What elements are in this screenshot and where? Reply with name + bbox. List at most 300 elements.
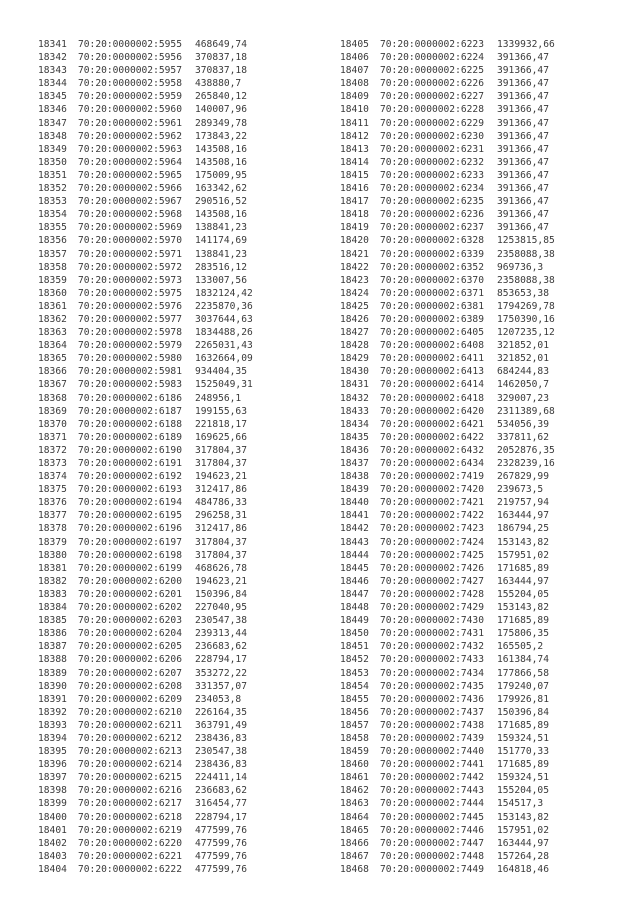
row-number: 18390 [38, 680, 67, 692]
cadastral-number: 70:20:0000002:6422 [380, 431, 484, 443]
table-row [38, 797, 285, 810]
cadastral-value: 477599,76 [195, 863, 247, 875]
cadastral-value: 143508,16 [195, 156, 247, 168]
row-number: 18429 [340, 353, 369, 365]
cadastral-value: 164818,46 [497, 863, 549, 875]
table-row [38, 64, 285, 77]
table-row [38, 444, 285, 457]
row-number: 18413 [340, 143, 369, 155]
table-row [340, 444, 587, 457]
table-row [38, 680, 285, 693]
table-row [340, 274, 587, 287]
table-row [340, 457, 587, 470]
row-number: 18358 [38, 261, 67, 273]
cadastral-value: 171685,89 [497, 759, 549, 771]
row-number: 18377 [38, 510, 67, 522]
cadastral-number: 70:20:0000002:6411 [380, 353, 484, 365]
row-number: 18397 [38, 772, 67, 784]
row-number: 18393 [38, 719, 67, 731]
table-row [340, 758, 587, 771]
cadastral-value: 155204,05 [497, 785, 549, 797]
table-row [340, 850, 587, 863]
cadastral-number: 70:20:0000002:6420 [380, 405, 484, 417]
cadastral-value: 155204,05 [497, 588, 549, 600]
row-number: 18356 [38, 235, 67, 247]
cadastral-number: 70:20:0000002:7436 [380, 693, 484, 705]
cadastral-value: 2358088,38 [497, 248, 555, 260]
row-number: 18404 [38, 863, 67, 875]
cadastral-number: 70:20:0000002:6227 [380, 91, 484, 103]
cadastral-number: 70:20:0000002:6213 [78, 746, 182, 758]
table-row [38, 248, 285, 261]
table-row [340, 287, 587, 300]
cadastral-number: 70:20:0000002:6211 [78, 719, 182, 731]
cadastral-value: 221818,17 [195, 418, 247, 430]
cadastral-value: 186794,25 [497, 523, 549, 535]
table-row [38, 103, 285, 116]
row-number: 18411 [340, 117, 369, 129]
cadastral-value: 236683,62 [195, 785, 247, 797]
table-row [38, 457, 285, 470]
cadastral-number: 70:20:0000002:7431 [380, 628, 484, 640]
row-number: 18456 [340, 706, 369, 718]
table-row [38, 326, 285, 339]
row-number: 18362 [38, 313, 67, 325]
cadastral-number: 70:20:0000002:7440 [380, 746, 484, 758]
row-number: 18407 [340, 65, 369, 77]
table-row [340, 326, 587, 339]
cadastral-value: 248956,1 [195, 392, 242, 404]
right-column [340, 38, 587, 876]
cadastral-number: 70:20:0000002:7445 [380, 811, 484, 823]
row-number: 18435 [340, 431, 369, 443]
cadastral-number: 70:20:0000002:5983 [78, 379, 182, 391]
cadastral-value: 163444,97 [497, 837, 549, 849]
table-row [38, 640, 285, 653]
cadastral-number: 70:20:0000002:6217 [78, 798, 182, 810]
table-row [38, 509, 285, 522]
table-row [38, 169, 285, 182]
cadastral-number: 70:20:0000002:6414 [380, 379, 484, 391]
table-row [38, 706, 285, 719]
row-number: 18463 [340, 798, 369, 810]
table-row [340, 627, 587, 640]
table-row [38, 195, 285, 208]
table-row [340, 614, 587, 627]
left-column [38, 38, 285, 876]
row-number: 18434 [340, 418, 369, 430]
cadastral-number: 70:20:0000002:6225 [380, 65, 484, 77]
cadastral-number: 70:20:0000002:6205 [78, 641, 182, 653]
cadastral-number: 70:20:0000002:6370 [380, 274, 484, 286]
row-number: 18468 [340, 863, 369, 875]
cadastral-number: 70:20:0000002:6434 [380, 458, 484, 469]
cadastral-number: 70:20:0000002:6421 [380, 418, 484, 430]
cadastral-number: 70:20:0000002:6226 [380, 78, 484, 90]
row-number: 18364 [38, 340, 67, 352]
cadastral-value: 391366,47 [497, 104, 549, 116]
row-number: 18448 [340, 602, 369, 614]
row-number: 18460 [340, 759, 369, 771]
cadastral-value: 199155,63 [195, 405, 247, 417]
cadastral-number: 70:20:0000002:6189 [78, 431, 182, 443]
row-number: 18426 [340, 313, 369, 325]
cadastral-value: 1750390,16 [497, 313, 555, 325]
cadastral-number: 70:20:0000002:5961 [78, 117, 182, 129]
cadastral-value: 224411,14 [195, 772, 247, 784]
cadastral-number: 70:20:0000002:5970 [78, 235, 182, 247]
cadastral-value: 154517,3 [497, 798, 544, 810]
table-row [340, 38, 587, 51]
row-number: 18459 [340, 746, 369, 758]
cadastral-number: 70:20:0000002:5975 [78, 287, 182, 299]
cadastral-value: 329007,23 [497, 392, 549, 404]
cadastral-number: 70:20:0000002:5964 [78, 156, 182, 168]
row-number: 18446 [340, 575, 369, 587]
cadastral-number: 70:20:0000002:6188 [78, 418, 182, 430]
row-number: 18370 [38, 418, 67, 430]
row-number: 18368 [38, 392, 67, 404]
row-number: 18465 [340, 824, 369, 836]
row-number: 18402 [38, 837, 67, 849]
cadastral-number: 70:20:0000002:7448 [380, 850, 484, 862]
cadastral-value: 151770,33 [497, 746, 549, 758]
row-number: 18342 [38, 52, 67, 64]
table-row [340, 261, 587, 274]
cadastral-number: 70:20:0000002:5965 [78, 169, 182, 181]
cadastral-value: 934404,35 [195, 366, 247, 378]
cadastral-number: 70:20:0000002:6195 [78, 510, 182, 522]
row-number: 18452 [340, 654, 369, 666]
cadastral-number: 70:20:0000002:7425 [380, 549, 484, 561]
row-number: 18383 [38, 588, 67, 600]
table-row [340, 653, 587, 666]
cadastral-value: 438880,7 [195, 78, 242, 90]
row-number: 18379 [38, 536, 67, 548]
cadastral-number: 70:20:0000002:7421 [380, 497, 484, 509]
row-number: 18409 [340, 91, 369, 103]
table-row [38, 143, 285, 156]
cadastral-number: 70:20:0000002:5963 [78, 143, 182, 155]
cadastral-value: 153143,82 [497, 811, 549, 823]
row-number: 18341 [38, 39, 67, 50]
cadastral-value: 337811,62 [497, 431, 549, 443]
cadastral-number: 70:20:0000002:6222 [78, 863, 182, 875]
cadastral-value: 370837,18 [195, 52, 247, 64]
table-row [38, 300, 285, 313]
cadastral-value: 143508,16 [195, 143, 247, 155]
row-number: 18464 [340, 811, 369, 823]
table-row [38, 667, 285, 680]
cadastral-value: 321852,01 [497, 340, 549, 352]
table-row [340, 352, 587, 365]
table-row [340, 811, 587, 824]
row-number: 18361 [38, 300, 67, 312]
cadastral-number: 70:20:0000002:6339 [380, 248, 484, 260]
table-row [340, 536, 587, 549]
table-row [340, 693, 587, 706]
table-row [38, 261, 285, 274]
table-row [340, 509, 587, 522]
cadastral-value: 153143,82 [497, 602, 549, 614]
cadastral-number: 70:20:0000002:7442 [380, 772, 484, 784]
row-number: 18442 [340, 523, 369, 535]
row-number: 18374 [38, 471, 67, 483]
cadastral-value: 179240,07 [497, 680, 549, 692]
cadastral-value: 321852,01 [497, 353, 549, 365]
cadastral-value: 2358088,38 [497, 274, 555, 286]
cadastral-value: 391366,47 [497, 183, 549, 195]
cadastral-value: 226164,35 [195, 706, 247, 718]
cadastral-value: 150396,84 [195, 588, 247, 600]
table-row [340, 248, 587, 261]
table-row [340, 771, 587, 784]
cadastral-value: 391366,47 [497, 156, 549, 168]
row-number: 18381 [38, 562, 67, 574]
cadastral-number: 70:20:0000002:7443 [380, 785, 484, 797]
cadastral-value: 161384,74 [497, 654, 549, 666]
row-number: 18417 [340, 196, 369, 208]
row-number: 18385 [38, 615, 67, 627]
cadastral-value: 1253815,85 [497, 235, 555, 247]
cadastral-value: 171685,89 [497, 562, 549, 574]
cadastral-number: 70:20:0000002:6232 [380, 156, 484, 168]
row-number: 18382 [38, 575, 67, 587]
cadastral-value: 363791,49 [195, 719, 247, 731]
row-number: 18420 [340, 235, 369, 247]
cadastral-number: 70:20:0000002:7428 [380, 588, 484, 600]
cadastral-number: 70:20:0000002:6192 [78, 471, 182, 483]
row-number: 18387 [38, 641, 67, 653]
table-row [340, 522, 587, 535]
cadastral-number: 70:20:0000002:5981 [78, 366, 182, 378]
row-number: 18371 [38, 431, 67, 443]
row-number: 18419 [340, 222, 369, 234]
table-row [340, 797, 587, 810]
cadastral-value: 391366,47 [497, 78, 549, 90]
cadastral-number: 70:20:0000002:6233 [380, 169, 484, 181]
table-row [38, 182, 285, 195]
cadastral-number: 70:20:0000002:7420 [380, 484, 484, 496]
table-row [38, 156, 285, 169]
cadastral-number: 70:20:0000002:6236 [380, 209, 484, 221]
cadastral-number: 70:20:0000002:6220 [78, 837, 182, 849]
cadastral-value: 391366,47 [497, 143, 549, 155]
row-number: 18375 [38, 484, 67, 496]
table-row [340, 601, 587, 614]
cadastral-value: 163444,97 [497, 510, 549, 522]
row-number: 18412 [340, 130, 369, 142]
row-number: 18366 [38, 366, 67, 378]
cadastral-value: 150396,84 [497, 706, 549, 718]
table-row [38, 365, 285, 378]
cadastral-value: 391366,47 [497, 91, 549, 103]
table-row [38, 719, 285, 732]
table-row [340, 562, 587, 575]
table-row [340, 667, 587, 680]
table-row [38, 536, 285, 549]
table-row [38, 850, 285, 863]
cadastral-value: 391366,47 [497, 196, 549, 208]
cadastral-number: 70:20:0000002:6199 [78, 562, 182, 574]
table-row [340, 418, 587, 431]
cadastral-value: 169625,66 [195, 431, 247, 443]
cadastral-value: 484786,33 [195, 497, 247, 509]
row-number: 18355 [38, 222, 67, 234]
table-row [340, 300, 587, 313]
table-row [340, 64, 587, 77]
cadastral-value: 165505,2 [497, 641, 544, 653]
cadastral-number: 70:20:0000002:6224 [380, 52, 484, 64]
row-number: 18367 [38, 379, 67, 391]
cadastral-number: 70:20:0000002:5972 [78, 261, 182, 273]
cadastral-value: 267829,99 [497, 471, 549, 483]
table-row [38, 837, 285, 850]
cadastral-value: 391366,47 [497, 209, 549, 221]
cadastral-number: 70:20:0000002:6204 [78, 628, 182, 640]
table-row [38, 431, 285, 444]
row-number: 18394 [38, 732, 67, 744]
table-row [38, 863, 285, 876]
row-number: 18376 [38, 497, 67, 509]
table-row [38, 824, 285, 837]
cadastral-value: 159324,51 [497, 732, 549, 744]
table-row [38, 522, 285, 535]
row-number: 18408 [340, 78, 369, 90]
cadastral-number: 70:20:0000002:7433 [380, 654, 484, 666]
cadastral-number: 70:20:0000002:6230 [380, 130, 484, 142]
cadastral-value: 1832124,42 [195, 287, 253, 299]
cadastral-number: 70:20:0000002:6190 [78, 444, 182, 456]
cadastral-number: 70:20:0000002:5971 [78, 248, 182, 260]
row-number: 18396 [38, 759, 67, 771]
cadastral-number: 70:20:0000002:7422 [380, 510, 484, 522]
cadastral-number: 70:20:0000002:7430 [380, 615, 484, 627]
cadastral-value: 468626,78 [195, 562, 247, 574]
row-number: 18443 [340, 536, 369, 548]
row-number: 18354 [38, 209, 67, 221]
table-row [38, 208, 285, 221]
table-row [38, 339, 285, 352]
cadastral-value: 265840,12 [195, 91, 247, 103]
row-number: 18457 [340, 719, 369, 731]
row-number: 18400 [38, 811, 67, 823]
row-number: 18438 [340, 471, 369, 483]
table-row [340, 143, 587, 156]
table-row [38, 51, 285, 64]
row-number: 18359 [38, 274, 67, 286]
cadastral-number: 70:20:0000002:6218 [78, 811, 182, 823]
cadastral-value: 1794269,78 [497, 300, 555, 312]
cadastral-number: 70:20:0000002:6235 [380, 196, 484, 208]
row-number: 18343 [38, 65, 67, 77]
table-row [38, 130, 285, 143]
table-row [340, 496, 587, 509]
cadastral-number: 70:20:0000002:6418 [380, 392, 484, 404]
cadastral-number: 70:20:0000002:6215 [78, 772, 182, 784]
row-number: 18360 [38, 287, 67, 299]
table-row [38, 274, 285, 287]
cadastral-value: 289349,78 [195, 117, 247, 129]
cadastral-number: 70:20:0000002:5979 [78, 340, 182, 352]
cadastral-value: 312417,86 [195, 523, 247, 535]
table-row [38, 496, 285, 509]
table-row [38, 418, 285, 431]
cadastral-number: 70:20:0000002:6193 [78, 484, 182, 496]
row-number: 18392 [38, 706, 67, 718]
row-number: 18363 [38, 327, 67, 339]
table-row [340, 732, 587, 745]
cadastral-number: 70:20:0000002:6214 [78, 759, 182, 771]
cadastral-number: 70:20:0000002:7449 [380, 863, 484, 875]
table-row [38, 77, 285, 90]
table-row [38, 627, 285, 640]
cadastral-value: 175806,35 [497, 628, 549, 640]
table-row [38, 470, 285, 483]
table-row [340, 392, 587, 405]
cadastral-number: 70:20:0000002:6229 [380, 117, 484, 129]
table-row [340, 588, 587, 601]
table-row [340, 549, 587, 562]
cadastral-number: 70:20:0000002:5958 [78, 78, 182, 90]
table-row [340, 77, 587, 90]
table-row [340, 706, 587, 719]
row-number: 18410 [340, 104, 369, 116]
cadastral-number: 70:20:0000002:6234 [380, 183, 484, 195]
cadastral-value: 391366,47 [497, 52, 549, 64]
cadastral-value: 157951,02 [497, 549, 549, 561]
table-row [340, 234, 587, 247]
row-number: 18458 [340, 732, 369, 744]
cadastral-value: 477599,76 [195, 850, 247, 862]
cadastral-value: 317804,37 [195, 549, 247, 561]
cadastral-value: 317804,37 [195, 458, 247, 469]
cadastral-value: 163444,97 [497, 575, 549, 587]
cadastral-value: 177866,58 [497, 667, 549, 679]
row-number: 18453 [340, 667, 369, 679]
cadastral-value: 370837,18 [195, 65, 247, 77]
table-row [340, 103, 587, 116]
cadastral-value: 391366,47 [497, 169, 549, 181]
cadastral-value: 228794,17 [195, 654, 247, 666]
cadastral-number: 70:20:0000002:6413 [380, 366, 484, 378]
row-number: 18395 [38, 746, 67, 758]
row-number: 18345 [38, 91, 67, 103]
table-row [38, 693, 285, 706]
row-number: 18346 [38, 104, 67, 116]
cadastral-number: 70:20:0000002:6223 [380, 39, 484, 50]
row-number: 18451 [340, 641, 369, 653]
cadastral-value: 153143,82 [497, 536, 549, 548]
table-row [340, 824, 587, 837]
table-row [38, 732, 285, 745]
cadastral-value: 534056,39 [497, 418, 549, 430]
row-number: 18466 [340, 837, 369, 849]
cadastral-number: 70:20:0000002:6208 [78, 680, 182, 692]
cadastral-value: 1632664,09 [195, 353, 253, 365]
row-number: 18352 [38, 183, 67, 195]
row-number: 18399 [38, 798, 67, 810]
table-row [38, 287, 285, 300]
cadastral-number: 70:20:0000002:5973 [78, 274, 182, 286]
cadastral-value: 141174,69 [195, 235, 247, 247]
table-row [340, 640, 587, 653]
cadastral-number: 70:20:0000002:6186 [78, 392, 182, 404]
table-row [340, 313, 587, 326]
table-row [340, 182, 587, 195]
cadastral-value: 157951,02 [497, 824, 549, 836]
cadastral-value: 353272,22 [195, 667, 247, 679]
